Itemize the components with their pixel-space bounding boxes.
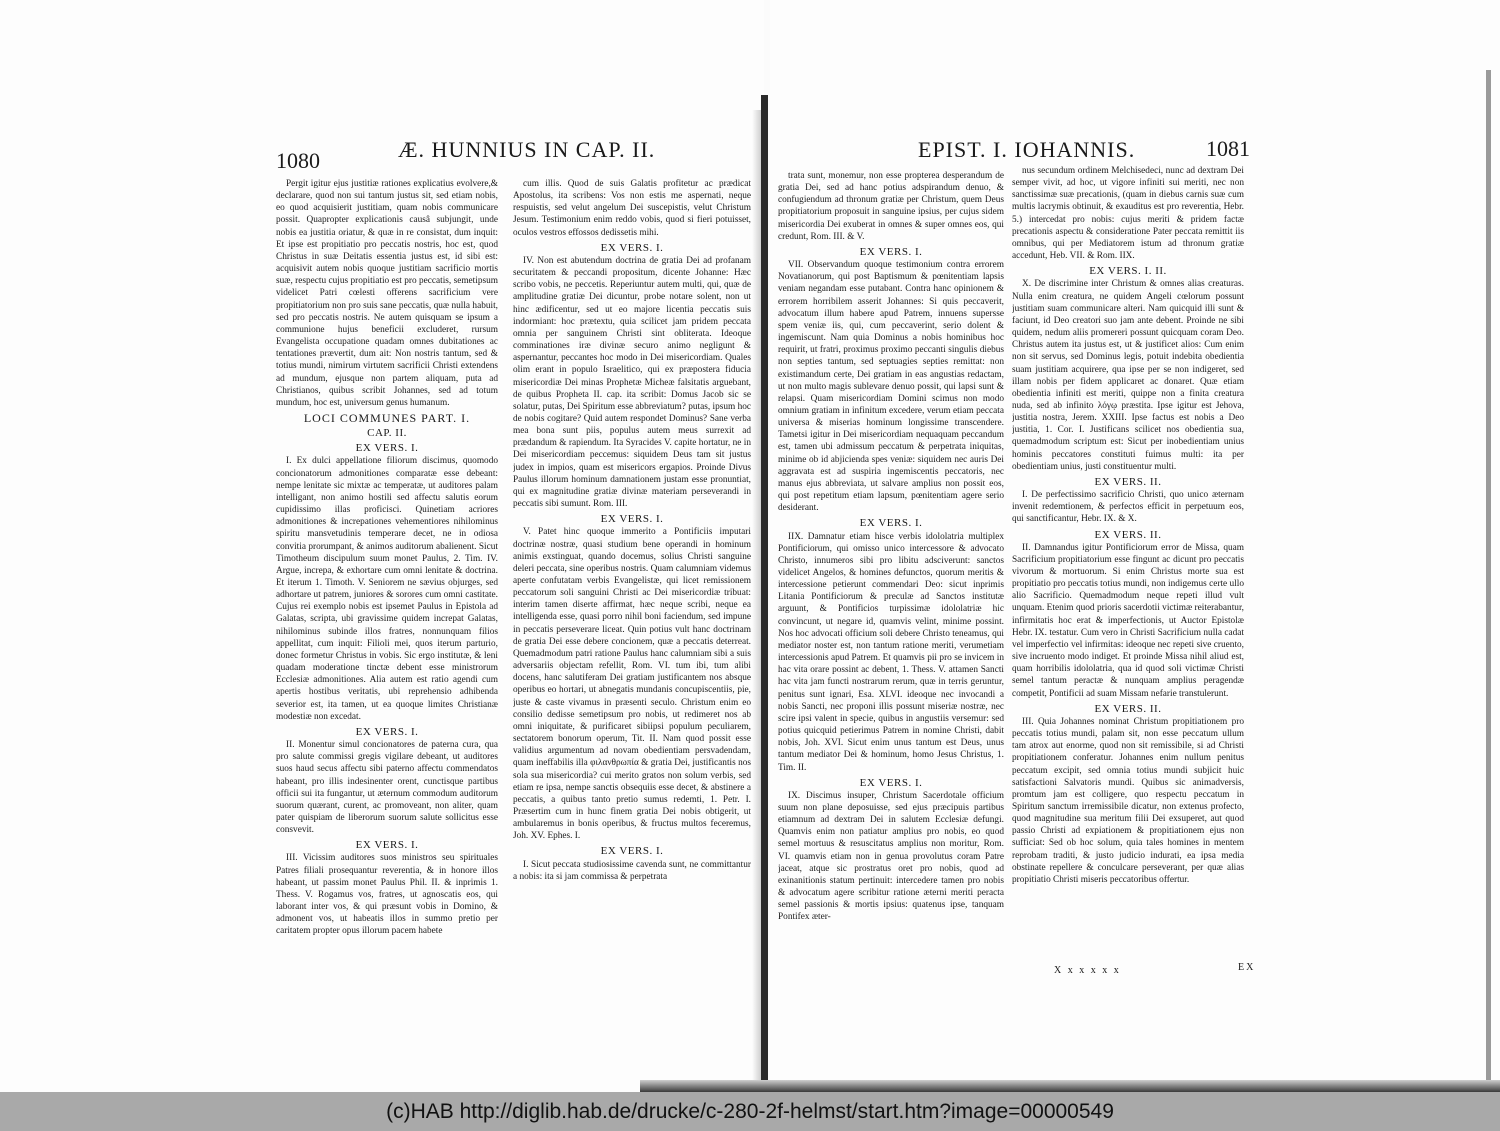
paragraph: II. Damnandus igitur Pontificiorum error de Missa, quam Sacrificium propitiatorium esse fingunt ac dicunt pro peccatis vivorum & mortuorum. Si enim Christus morte sua est propitiatio pro peccatis totius mundi, non indigemus certe ullo alio Sacrificio. Quemadmodum neque repeti illud vult unquam. Etenim quod prioris sacerdotii victimæ reiterabantur, infirmitatis hoc erat & imperfectionis, ut Auctor Epistolæ Hebr. IX. testatur. Cum vero in Christi Sacrificium nulla cadat vel imperfectio vel infirmitas: ideoque nec repeti sive cruento, sive incruento modo indiget. Et proinde Missa nihil aliud est, quam horribilis idololatria, qua id quod soli victimæ Christi semel tantum peractæ & nunquam amplius peragendæ competit, Pontificii ad suam Missam nefarie transtulerunt.: [1012, 542, 1244, 699]
section-heading: LOCI COMMUNES PART. I.: [303, 410, 471, 425]
gutter-shadow: [752, 110, 761, 1090]
page-number: 1081: [1206, 136, 1250, 161]
scan-bottom-shadow: [640, 1080, 1500, 1092]
section-heading: EX VERS. I.: [859, 245, 923, 258]
paragraph: Pergit igitur ejus justitiæ rationes explicatius evolvere,& declarare, quod non sui tantum justus sit, sed etiam nobis, eo quod acquisierit justitiam, quam nobis communicare possit. Quapropter explicationis causâ subjungit, unde nobis ea justitia oriatur, & quæ in re consistat, dum inquit: Et ipse est propitiatio pro peccatis nostris, hoc est, quod Christus in suæ Deitatis essentia justus est, id sibi est: acquisivit autem nobis quoque justitiam sacrificio mortis suæ, respectu cujus propitiatio est pro peccatis, semetipsum videlicet Patri cœlesti offerens sacrificium vere propitiatorium non pro suis sane peccatis, quæ nulla habuit, sed pro peccatis nostris. Ne autem quisquam se ipsum a communione hujus beneficii excluderet, rursum Evangelista occupatione quadam omnes dubitationes ac tentationes prævertit, dum ait: Non nostris tantum, sed & totius mundi, nimirum virtutem sacrificii Christi extendens ad mundum, ejusque non partem aliquam, puta ad Christianos, quibus scribit Johannes, sed ad totum mundum, hoc est, universum genus humanum.: [276, 179, 498, 408]
paragraph: trata sunt, monemur, non esse propterea desperandum de gratia Dei, sed ad hanc potius adspirandum denuo, & confugiendum ad thronum gratiæ per Christum, quem Deus propitiatorium proposuit in sanguine ipsius, per cujus sidem misericordia Dei exuberat in omnes & super omnes eos, qui credunt, Rom. III. & V.: [778, 171, 1004, 242]
section-heading: EX VERS. II.: [1094, 702, 1162, 715]
paragraph: IX. Discimus insuper, Christum Sacerdotale officium suum non plane deposuisse, sed ejus præcipuis partibus etiamnum ad dextram Dei in salutem Ecclesiæ defungi. Quamvis enim non patiatur amplius pro nobis, eo quod semel mortuus & resuscitatus amplius non moritur, Rom. VI. quamvis etiam non in genua provolutus coram Patre jaceat, atque sic prostratus oret pro nobis, quod ad exinanitionis statum pertinuit: intercedere tamen pro nobis & advocatum agere scribitur ratione æterni meriti peracta semel passionis & mortis ipsius: quatenus ipse, tanquam Pontifex æter-: [778, 790, 1004, 923]
section-heading: EX VERS. I.: [355, 725, 419, 738]
text-column: [276, 178, 498, 972]
section-heading: EX VERS. I.: [355, 839, 419, 852]
signature-mark: X x x x x x: [1054, 965, 1121, 976]
page-edge: [1486, 70, 1491, 1090]
section-heading: EX VERS. I.: [600, 845, 664, 858]
right-page: [770, 0, 1500, 1092]
paragraph: I. Ex dulci appellatione filiorum discimus, quomodo concionatorum admonitiones comparatæ esse debeant: nempe lenitate sic mixtæ ac temperatæ, ut auditores palam intelligant, non animo hostili sed affectu salutis eorum cupidissimo illas proficisci. Quinetiam acriores admonitiones & increpationes vehementiores nihilominus spiritu mansvetudinis temperare decet, ne in odiosa convitia prorumpant, & animos auditorum abalienent. Sicut Timotheum discipulum suum monet Paulus, 2. Tim. IV. Argue, increpa, & exhortare cum omni lenitate & doctrina. Et iterum 1. Timoth. V. Seniorem ne sævius objurges, sed adhortare ut patrem, juniores & sorores cum omni castitate. Cujus rei exemplo nobis est ipsemet Paulus in Epistola ad Galatas, scripta, ubi gravissime quidem increpat Galatas, nihilominus subinde illos fratres, nonnunquam filios appellitat, cum inquit: Filioli mei, quos iterum parturio, donec formetur Christus in vobis. Sic ergo institutæ, & leni quadam moderatione tinctæ debent esse ministrorum Ecclesiæ admonitiones. Alia autem est ratio agendi cum apertis hostibus veritatis, ubi reprehensio adhibenda severior est, ita tamen, ut ea quoque limites Christianæ modestiæ non excedat.: [276, 456, 498, 722]
paragraph: I. Sicut peccata studiosissime cavenda sunt, ne committantur a nobis: ita si jam commissa & perpetrata: [513, 859, 751, 882]
paragraph: IV. Non est abutendum doctrina de gratia Dei ad profanam securitatem & peccandi propositum, dicente Johanne: Hæc scribo vobis, ne peccetis. Reperiuntur autem multi, qui, quæ de amplitudine gratiæ Dei dicuntur, probe notare solent, non ut hinc ædificentur, sed ut eo majore licentia peccatis suis indormiant: hoc prætextu, quia scilicet jam pridem peccata omnia per sanguinem Christi sint obliterata. Ideoque comminationes iræ divinæ securo animo negligunt & aspernantur, peccantes hoc modo in Dei misericordiam. Quales olim erant in populo Israelitico, qui ex præpostera fiducia misericordiæ Dei minas Prophetæ Micheæ falsitatis arguebant, de quibus Propheta II. cap. ita scribit: Domus Jacob sic se solatur, putas, Dei Spiritum esse abbreviatum? putas, ipsum hoc de nobis cogitare? Quid autem respondet Dominus? Sane verba mea bona sunt piis, populus autem meus surrexit ad prædandum & rapiendum. Ita Syracides V. capite hortatur, ne in Dei misericordiam peccemus: siquidem Deus tam sit justus judex in impios, quam est misericors ergapios. Proinde Divus Paulus illorum hominum damnationem justam esse pronuntiat, qui ex magnitudine gratiæ divinæ materiam perseverandi in peccatis sibi sumunt. Rom. III.: [513, 255, 751, 510]
catchword: EX: [1238, 962, 1256, 973]
copyright-url-text: (c)HAB http://diglib.hab.de/drucke/c-280-2f-helmst/start.htm?image=00000549: [386, 1099, 1114, 1123]
section-heading: EX VERS. I.: [859, 776, 923, 789]
section-heading: EX VERS. I. II.: [1089, 265, 1167, 278]
copyright-footer: [0, 1092, 1500, 1131]
section-heading: EX VERS. I.: [600, 513, 664, 526]
section-heading: EX VERS. I.: [600, 241, 664, 254]
section-heading: EX VERS. I.: [355, 442, 419, 455]
paragraph: cum illis. Quod de suis Galatis profitetur ac prædicat Apostolus, ita scribens: Vos non estis me aspernati, neque respuistis, sed velut angelum Dei suscepistis, velut Christum Jesum. Testimonium enim reddo vobis, quod si fieri potuisset, oculos vestros effossos dedissetis mihi.: [513, 179, 751, 238]
paragraph: III. Quia Johannes nominat Christum propitiationem pro peccatis totius mundi, palam sit, non esse peccatum ullum tam atrox aut enorme, quod non sit remissibile, si ad Christi propitiationem conferatur. Johannes enim nullum penitus peccatum excipit, sed omnia totius mundi subjicit huic satisfactioni Salvatoris mundi. Quibus sic animadversis, promtum jam est colligere, quo respectu peccatum in Spiritum sanctum irremissibile dicatur, non extenus profecto, quod magnitudine sua meritum filii Dei exsuperet, aut quod passio Christi ad expiationem & propitiationem ejus non sufficiat: Sed ob hoc solum, quia tales homines in mentem reprobam traditi, & justo judicio indurati, ea ipsa media obstinate repellere & conculcare perseverant, per quæ alias propitiatio Christi miseris peccatoribus offertur.: [1012, 716, 1244, 885]
paragraph: VII. Observandum quoque testimonium contra errorem Novatianorum, qui post Baptismum & pœnitentiam lapsis veniam negandam esse putabant. Contra hanc opinionem & errorem horribilem asserit Johannes: Si quis peccaverit, advocatum illum habere apud Patrem, innuens supersse spem veniæ iis, qui, cum peccaverint, serio dolent & ingemiscunt. Nam quia Dominus a nobis hominibus hoc requirit, ut fratri, proximus proximo peccanti singulis diebus non septies tantum, sed septuagies septies remittat: non existimandum certe, Dei gratiam in eas angustias redactam, ut non multo magis sublevare denuo possit, qui lapsi sunt & relapsi. Quam misericordiam Domini scimus non modo omnium gratiam in infinitum excedere, verum etiam peccata universa & miserias hominum longissime transcendere. Tametsi igitur in Dei misericordiam nequaquam peccandum est, tamen ubi admissum peccatum & perpetrata iniquitas, minime ob id abjicienda spes veniæ: siquidem nec auris Dei aggravata est ad suspiria ingemiscentis peccatoris, nec manus ejus abbreviata, ut salvare amplius non possit eos, qui post repetitum etiam lapsum, pœnitentiam agere serio desiderant.: [778, 260, 1004, 514]
paragraph: IIX. Damnatur etiam hisce verbis idololatria multiplex Pontificiorum, qui omisso unico intercessore & advocato Christo, innumeros sibi pro libitu adsciverunt: sanctos videlicet Angelos, & homines defunctos, quorum meritis & intercessione petierunt commendari Deo: sicut inprimis Litania Pontificiorum & preculæ ad Sanctos institutæ arguunt, & Pontificios turpissimæ idololatriæ hic convincunt, ut negare id, quamvis velint, minime possint. Nos hoc advocati officium soli debere Christo teneamus, qui mediator noster est, non tantum ratione meriti, verumetiam intercessionis apud Patrem. Et quamvis pii pro se invicem in hac vita orare possint ac debent, 1. Thess. V. attamen Sancti hac vita jam functi nostrarum rerum, quæ in terris geruntur, penitus sunt ignari, Esa. XLVI. ideoque nec invocandi a nobis Sancti, nec proponi illis possunt miseriæ nostræ, nec scire ipsi valent in specie, quibus in angustiis versemur: sed potius quicquid petierimus Patrem in nomine Christi, dabit nobis, Joh. XVI. Sicut enim unus tantum est Deus, unus tantum mediator Dei & hominum, homo Jesus Christus, 1. Tim. II.: [778, 531, 1004, 773]
paragraph: nus secundum ordinem Melchisedeci, nunc ad dextram Dei semper vivit, ad hoc, ut vigore infiniti sui meriti, nec non sanctissimæ suæ precationis, (quam in diebus carnis suæ cum multis lacrymis obtinuit, & exauditus est pro reverentia, Hebr. 5.) intercedat pro nobis: cujus meriti & pridem factæ precationis aspectu & consideratione Pater peccata remittit iis omnibus, qui per Mediatorem istum ad thronum gratiæ accedunt, Heb. VII. & Rom. IIX.: [1012, 166, 1244, 262]
page-number: 1080: [276, 148, 320, 173]
text-column: [1012, 165, 1244, 965]
paragraph: III. Vicissim auditores suos ministros seu spirituales Patres filiali prosequantur reverentia, & in honore illos habeant, ut passim monet Paulus Phil. II. & inprimis 1. Thess. V. Rogamus vos, fratres, ut agnoscatis eos, qui laborant inter vos, & qui præsunt vobis in Domino, & admonent vos, ut habeatis illos in summo pretio per caritatem propter opus illorum pacem habete: [276, 853, 498, 937]
running-head: Æ. HUNNIUS IN CAP. II.: [398, 137, 656, 162]
section-heading: CAP. II.: [367, 427, 407, 440]
text-column: [513, 178, 751, 986]
section-heading: EX VERS. I.: [859, 517, 923, 530]
paragraph: V. Patet hinc quoque immerito a Pontificiis imputari doctrinæ nostræ, quasi studium bene operandi in hominum animis exstinguat, quando docemus, solius Christi sanguine deleri peccata, sine operibus nostris. Quam calumniam videmus aperte confutatam verbis Evangelistæ, qui licet remissionem peccatorum soli sanguini Christi ac Dei misericordiæ tribuat: interim tamen diserte affirmat, hæc neque scribi, neque ea intelligenda esse, quasi porro nihil boni faciendum, sed impune in peccatis perseverare liceat. Quin potius vult hanc doctrinam de gratia Dei esse debere concionem, quæ a peccatis deterreat. Quemadmodum patri ratione Paulus hanc calumniam sibi a suis adversariis objectam refellit, Rom. VI. tum ibi, tum alibi docens, hanc salutiferam Dei gratiam justificantem nos absque operibus eo hortari, ut abnegatis mundanis concupiscentiis, pie, juste & caste vivamus in præsenti seculo. Christum enim eo consilio dedisse semetipsum pro nobis, ut redimeret nos ab omni iniquitate, & purificaret sibiipsi populum peculiarem, sectatorem bonorum operum, Tit. II. Nam quod possit esse validius argumentum ad novam obedientiam persvadendam, quam ineffabilis illa φιλανθρωπία & gratia Dei, justificantis nos sola sua misericordia? cui merito gratos non solum verbis, sed etiam re ipsa, nempe sanctis obsequiis esse decet, & abstinere a peccatis, a quibus tanto pretio sumus redemti, 1. Petr. I. Præsertim cum in hunc finem gratia Dei nobis obtigerit, ut ambularemus in bonis operibus, & fructus multos feceremus, Joh. XV. Ephes. I.: [513, 527, 751, 842]
text-column: [778, 170, 1004, 972]
section-heading: EX VERS. II.: [1094, 528, 1162, 541]
paragraph: X. De discrimine inter Christum & omnes alias creaturas. Nulla enim creatura, ne quidem Angeli cœlorum possunt justitiam suam communicare alteri. Nam quicquid illi sunt & faciunt, id Deo creatori suo jam ante debent. Proinde ne sibi quidem, nedum aliis promereri possunt quicquam coram Deo. Christus autem ita justus est, ut & justificet alios: Cum enim non sit servus, sed Dominus legis, potuit indebita obedientia suam justitiam acquirere, qua ipse per se non indigeret, sed illam nobis per fidem applicaret ac donaret. Quæ etiam obedientia infiniti est meriti, quippe non a finita creatura nuda, sed ab infinito λόγῳ præstita. Ipse igitur est Jehova, justitia nostra, Jerem. XXIII. Ipse factus est nobis a Deo justitia, 1. Cor. I. Justificans scilicet nos obedientia sua, quemadmodum scriptum est: Sicut per inobedientiam unius hominis peccatores constituti fuimus multi: ita per obedientiam unius, justi constituentur multi.: [1012, 279, 1244, 472]
running-head: EPIST. I. IOHANNIS.: [918, 137, 1136, 162]
paragraph: II. Monentur simul concionatores de paterna cura, qua pro salute commissi gregis vigilare debeant, ut auditores suos haud secus affectu sibi paterno affectu commendatos habeant, pro illis indesinenter orent, cunctisque partibus officii sui ita fungantur, ut æternum commodum auditorum suorum quærant, curent, ac promoveant, non aliter, quam pater quispiam de liberorum suorum salute sollicitus esse consvevit.: [276, 740, 498, 836]
left-page: [0, 0, 764, 1092]
paragraph: I. De perfectissimo sacrificio Christi, quo unico æternam invenit redemtionem, & perfectos efficit in perpetuum eos, qui sanctificantur, Hebr. IX. & X.: [1012, 490, 1244, 525]
section-heading: EX VERS. II.: [1094, 475, 1162, 488]
book-gutter: [761, 95, 768, 1090]
